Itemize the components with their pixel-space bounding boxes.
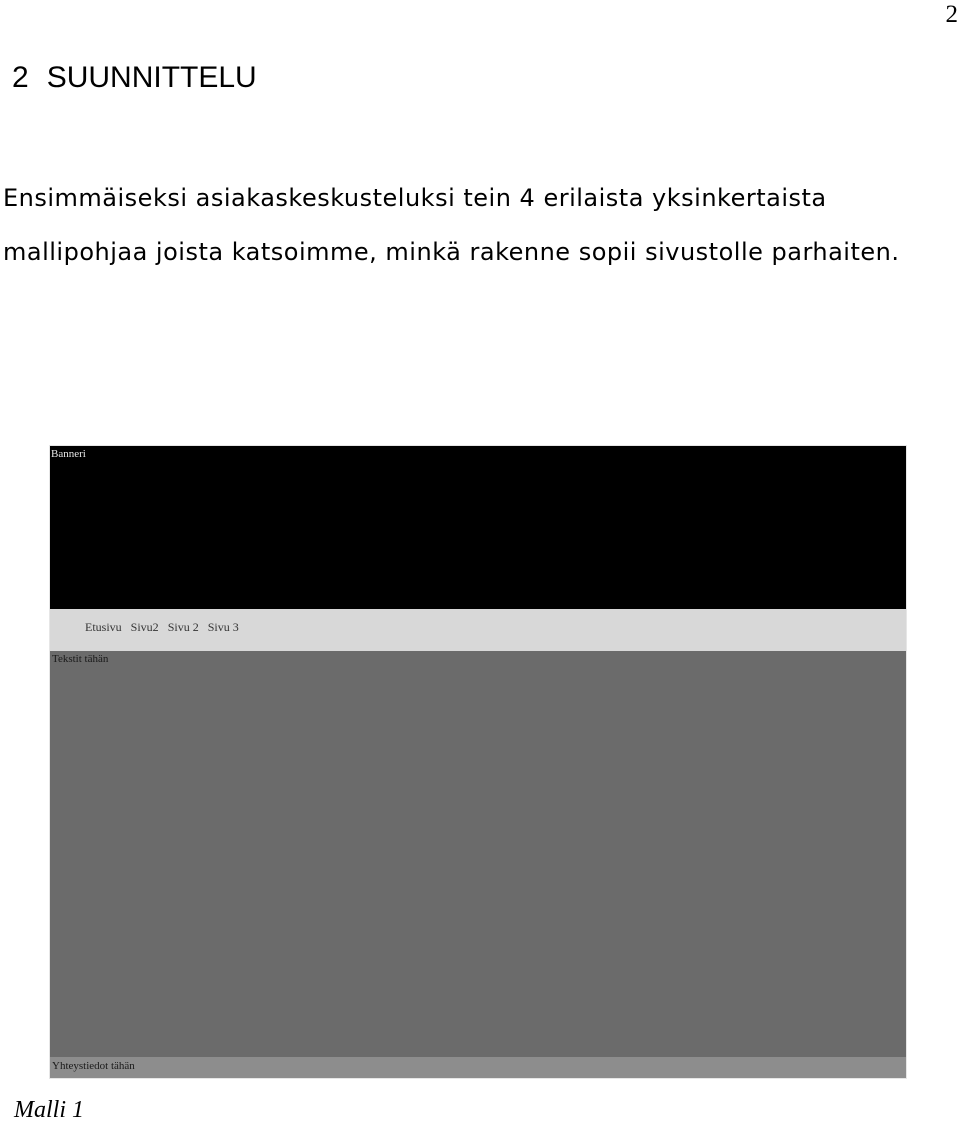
mockup-nav-link-sivu-3: Sivu 3 <box>207 620 239 634</box>
mockup-content-label: Tekstit tähän <box>52 653 109 665</box>
page-number: 2 <box>945 1 958 28</box>
mockup-banner <box>50 446 906 609</box>
mockup-footer-label: Yhteystiedot tähän <box>52 1060 135 1072</box>
body-paragraph: Ensimmäiseksi asiakaskeskusteluksi tein 4 erilaista yksinkertaista mallipohjaa joista katsoimme, minkä rakenne sopii sivustolle parhaiten. <box>3 184 900 266</box>
mockup-nav-link-etusivu: Etusivu <box>85 620 122 634</box>
section-title: SUUNNITTELU <box>46 61 257 94</box>
section-heading <box>12 60 257 96</box>
layout-mockup-figure <box>50 446 906 1078</box>
mockup-nav-bar <box>50 609 906 651</box>
section-number: 2 <box>12 61 29 94</box>
mockup-nav-link-sivu-2: Sivu 2 <box>167 620 199 634</box>
mockup-footer <box>50 1057 906 1078</box>
mockup-nav-links <box>85 621 239 634</box>
mockup-banner-label: Banneri <box>51 448 86 460</box>
mockup-content-area <box>50 651 906 1057</box>
mockup-nav-link-sivu2: Sivu2 <box>130 620 159 634</box>
figure-caption: Malli 1 <box>14 1097 84 1123</box>
